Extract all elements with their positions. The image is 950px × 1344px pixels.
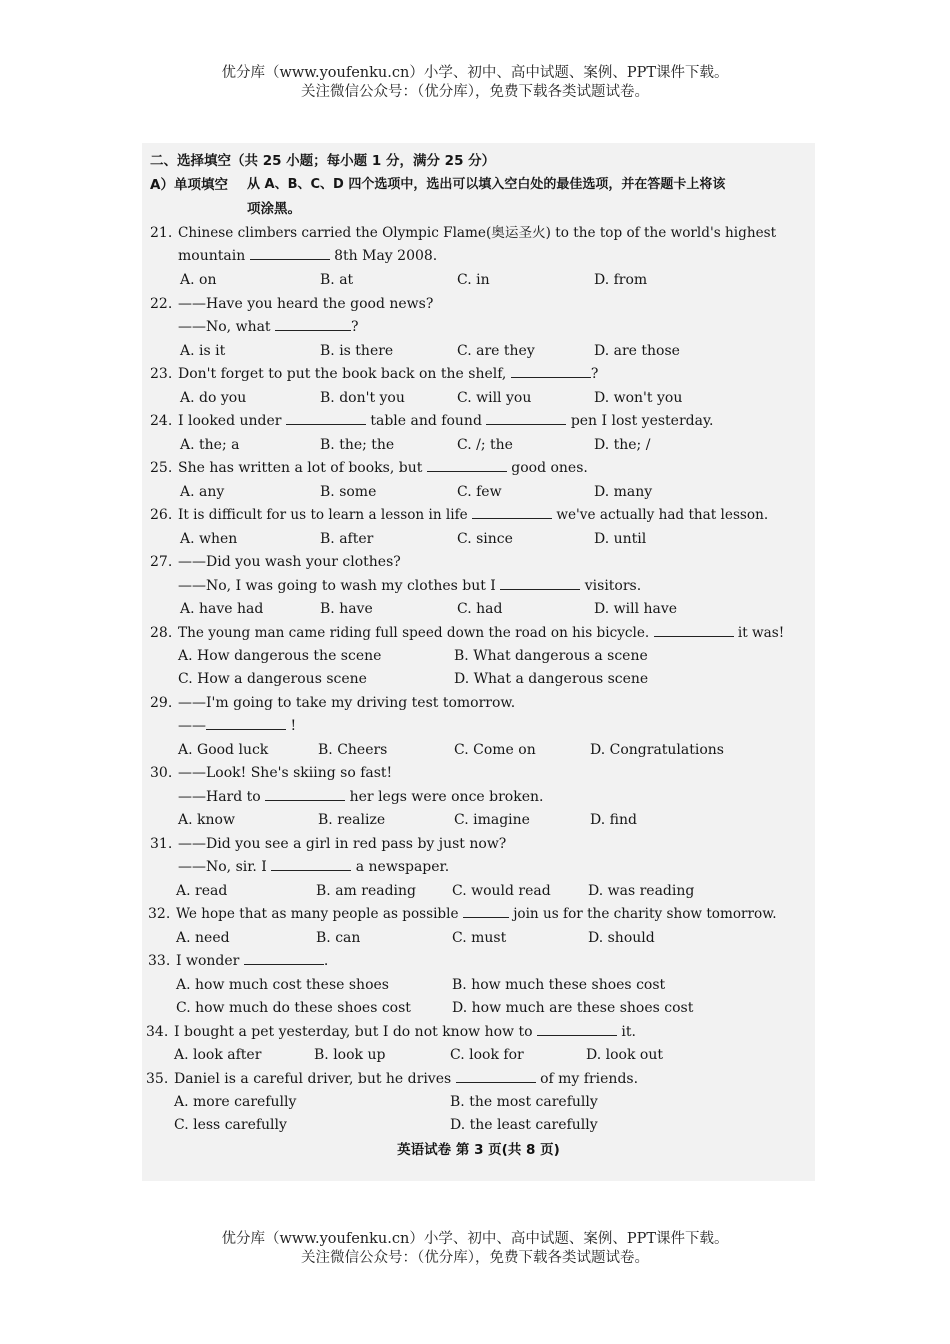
answer-blank: [427, 459, 507, 472]
question-number: 31.: [150, 836, 173, 852]
option-b: B. have: [320, 601, 373, 617]
page-footer: 英语试卷 第 3 页(共 8 页): [397, 1142, 560, 1158]
option-d: D. won't you: [594, 390, 683, 406]
option-c: C. since: [457, 531, 513, 547]
option-d: D. how much are these shoes cost: [452, 1000, 694, 1016]
answer-blank: [654, 624, 734, 637]
option-b: B. the; the: [320, 437, 395, 453]
option-c: C. how much do these shoes cost: [176, 1000, 411, 1016]
option-c: C. will you: [457, 390, 532, 406]
question-text: The young man came riding full speed down the road on his bicycle. it was!: [178, 625, 785, 641]
answer-blank: [265, 788, 345, 801]
option-c: C. would read: [452, 883, 551, 899]
answer-blank: [511, 365, 591, 378]
option-a: A. know: [178, 812, 235, 828]
answer-blank: [500, 577, 580, 590]
question-text: I looked under table and found pen I lost yesterday.: [178, 413, 714, 429]
answer-blank: [486, 412, 566, 425]
header-line-2: 关注微信公众号：（优分库），免费下载各类试题试卷。: [301, 84, 649, 100]
option-b: B. at: [320, 272, 354, 288]
option-a: A. is it: [180, 343, 226, 359]
option-b: B. can: [316, 930, 361, 946]
answer-blank: [286, 412, 366, 425]
site-footer: [0, 1230, 950, 1268]
question-number: 28.: [150, 625, 173, 641]
option-c: C. are they: [457, 343, 535, 359]
question-number: 24.: [150, 413, 173, 429]
answer-blank: [456, 1070, 536, 1083]
option-b: B. the most carefully: [450, 1094, 598, 1110]
option-c: C. few: [457, 484, 502, 500]
option-c: C. Come on: [454, 742, 536, 758]
option-d: D. find: [590, 812, 637, 828]
option-d: D. will have: [594, 601, 678, 617]
question-text: Chinese climbers carried the Olympic Flame(奥运圣火) to the top of the world's highest: [178, 225, 777, 241]
option-a: A. when: [180, 531, 238, 547]
option-a: A. how much cost these shoes: [176, 977, 389, 993]
option-d: D. What a dangerous scene: [454, 671, 649, 687]
question-text: —— !: [178, 718, 297, 734]
question-text: ——No, I was going to wash my clothes but I visitors.: [178, 578, 642, 594]
option-c: C. look for: [450, 1047, 524, 1063]
option-d: D. should: [588, 930, 655, 946]
option-d: D. the; /: [594, 437, 651, 453]
option-c: C. /; the: [457, 437, 513, 453]
question-number: 22.: [150, 296, 173, 312]
option-a: A. do you: [180, 390, 247, 406]
question-text: I wonder .: [176, 953, 329, 969]
option-b: B. is there: [320, 343, 394, 359]
question-text: We hope that as many people as possible join us for the charity show tomorrow.: [176, 906, 777, 922]
option-b: B. What dangerous a scene: [454, 648, 648, 664]
option-b: B. look up: [314, 1047, 386, 1063]
option-d: D. the least carefully: [450, 1117, 598, 1133]
question-number: 26.: [150, 507, 173, 523]
answer-blank: [537, 1023, 617, 1036]
question-number: 25.: [150, 460, 173, 476]
option-a: A. look after: [174, 1047, 262, 1063]
section-title: 二、选择填空（共 25 小题；每小题 1 分，满分 25 分）: [150, 153, 496, 169]
option-a: A. Good luck: [178, 742, 269, 758]
option-b: B. after: [320, 531, 374, 547]
option-b: B. some: [320, 484, 377, 500]
option-c: C. How a dangerous scene: [178, 671, 367, 687]
question-number: 33.: [148, 953, 171, 969]
question-number: 30.: [150, 765, 173, 781]
answer-blank: [206, 717, 286, 730]
option-d: D. Congratulations: [590, 742, 724, 758]
question-text: ——No, what ?: [178, 319, 359, 335]
question-text: Daniel is a careful driver, but he drives of my friends.: [174, 1071, 639, 1087]
option-a: A. have had: [180, 601, 264, 617]
answer-blank: [271, 858, 351, 871]
question-text: ——Hard to her legs were once broken.: [178, 789, 544, 805]
answer-blank: [472, 506, 552, 519]
question-text: ——Did you see a girl in red pass by just now?: [178, 836, 507, 852]
option-a: A. on: [180, 272, 217, 288]
option-a: A. How dangerous the scene: [178, 648, 382, 664]
answer-blank: [250, 247, 330, 260]
option-a: A. more carefully: [174, 1094, 297, 1110]
option-d: D. look out: [586, 1047, 663, 1063]
question-text: ——I'm going to take my driving test tomorrow.: [178, 695, 516, 711]
answer-blank: [244, 952, 324, 965]
option-a: A. need: [176, 930, 230, 946]
part-a-label: A）单项填空: [150, 177, 228, 193]
option-b: B. am reading: [316, 883, 417, 899]
question-number: 23.: [150, 366, 173, 382]
option-d: D. until: [594, 531, 647, 547]
part-a-instructions-cont: 项涂黑。: [247, 201, 301, 217]
option-c: C. must: [452, 930, 507, 946]
question-number: 35.: [146, 1071, 169, 1087]
answer-blank: [463, 905, 509, 918]
option-d: D. from: [594, 272, 648, 288]
question-text: Don't forget to put the book back on the shelf, ?: [178, 366, 599, 382]
option-b: B. don't you: [320, 390, 405, 406]
option-a: A. any: [180, 484, 225, 500]
option-b: B. how much these shoes cost: [452, 977, 666, 993]
question-number: 29.: [150, 695, 173, 711]
question-text: mountain 8th May 2008.: [178, 248, 438, 264]
option-a: A. read: [176, 883, 228, 899]
option-c: C. in: [457, 272, 490, 288]
option-c: C. had: [457, 601, 503, 617]
option-d: D. many: [594, 484, 653, 500]
question-number: 21.: [150, 225, 173, 241]
footer-line-2: 关注微信公众号：（优分库），免费下载各类试题试卷。: [301, 1250, 649, 1266]
question-number: 32.: [148, 906, 171, 922]
option-d: D. are those: [594, 343, 680, 359]
option-d: D. was reading: [588, 883, 695, 899]
question-text: ——No, sir. I a newspaper.: [178, 859, 450, 875]
question-text: She has written a lot of books, but good ones.: [178, 460, 588, 476]
option-b: B. realize: [318, 812, 386, 828]
option-c: C. less carefully: [174, 1117, 287, 1133]
header-line-1: 优分库（www.youfenku.cn）小学、初中、高中试题、案例、PPT课件下载。: [221, 65, 729, 81]
question-text: It is difficult for us to learn a lesson in life we've actually had that lesson.: [178, 507, 769, 523]
question-text: ——Did you wash your clothes?: [178, 554, 401, 570]
option-a: A. the; a: [180, 437, 240, 453]
footer-line-1: 优分库（www.youfenku.cn）小学、初中、高中试题、案例、PPT课件下载。: [221, 1231, 729, 1247]
question-text: I bought a pet yesterday, but I do not know how to it.: [174, 1024, 636, 1040]
option-b: B. Cheers: [318, 742, 388, 758]
site-header: [0, 64, 950, 102]
question-number: 34.: [146, 1024, 169, 1040]
option-c: C. imagine: [454, 812, 530, 828]
answer-blank: [275, 318, 351, 331]
question-number: 27.: [150, 554, 173, 570]
question-text: ——Have you heard the good news?: [178, 296, 434, 312]
question-text: ——Look! She's skiing so fast!: [178, 765, 393, 781]
part-a-instructions: 从 A、B、C、D 四个选项中，选出可以填入空白处的最佳选项，并在答题卡上将该: [247, 177, 726, 192]
